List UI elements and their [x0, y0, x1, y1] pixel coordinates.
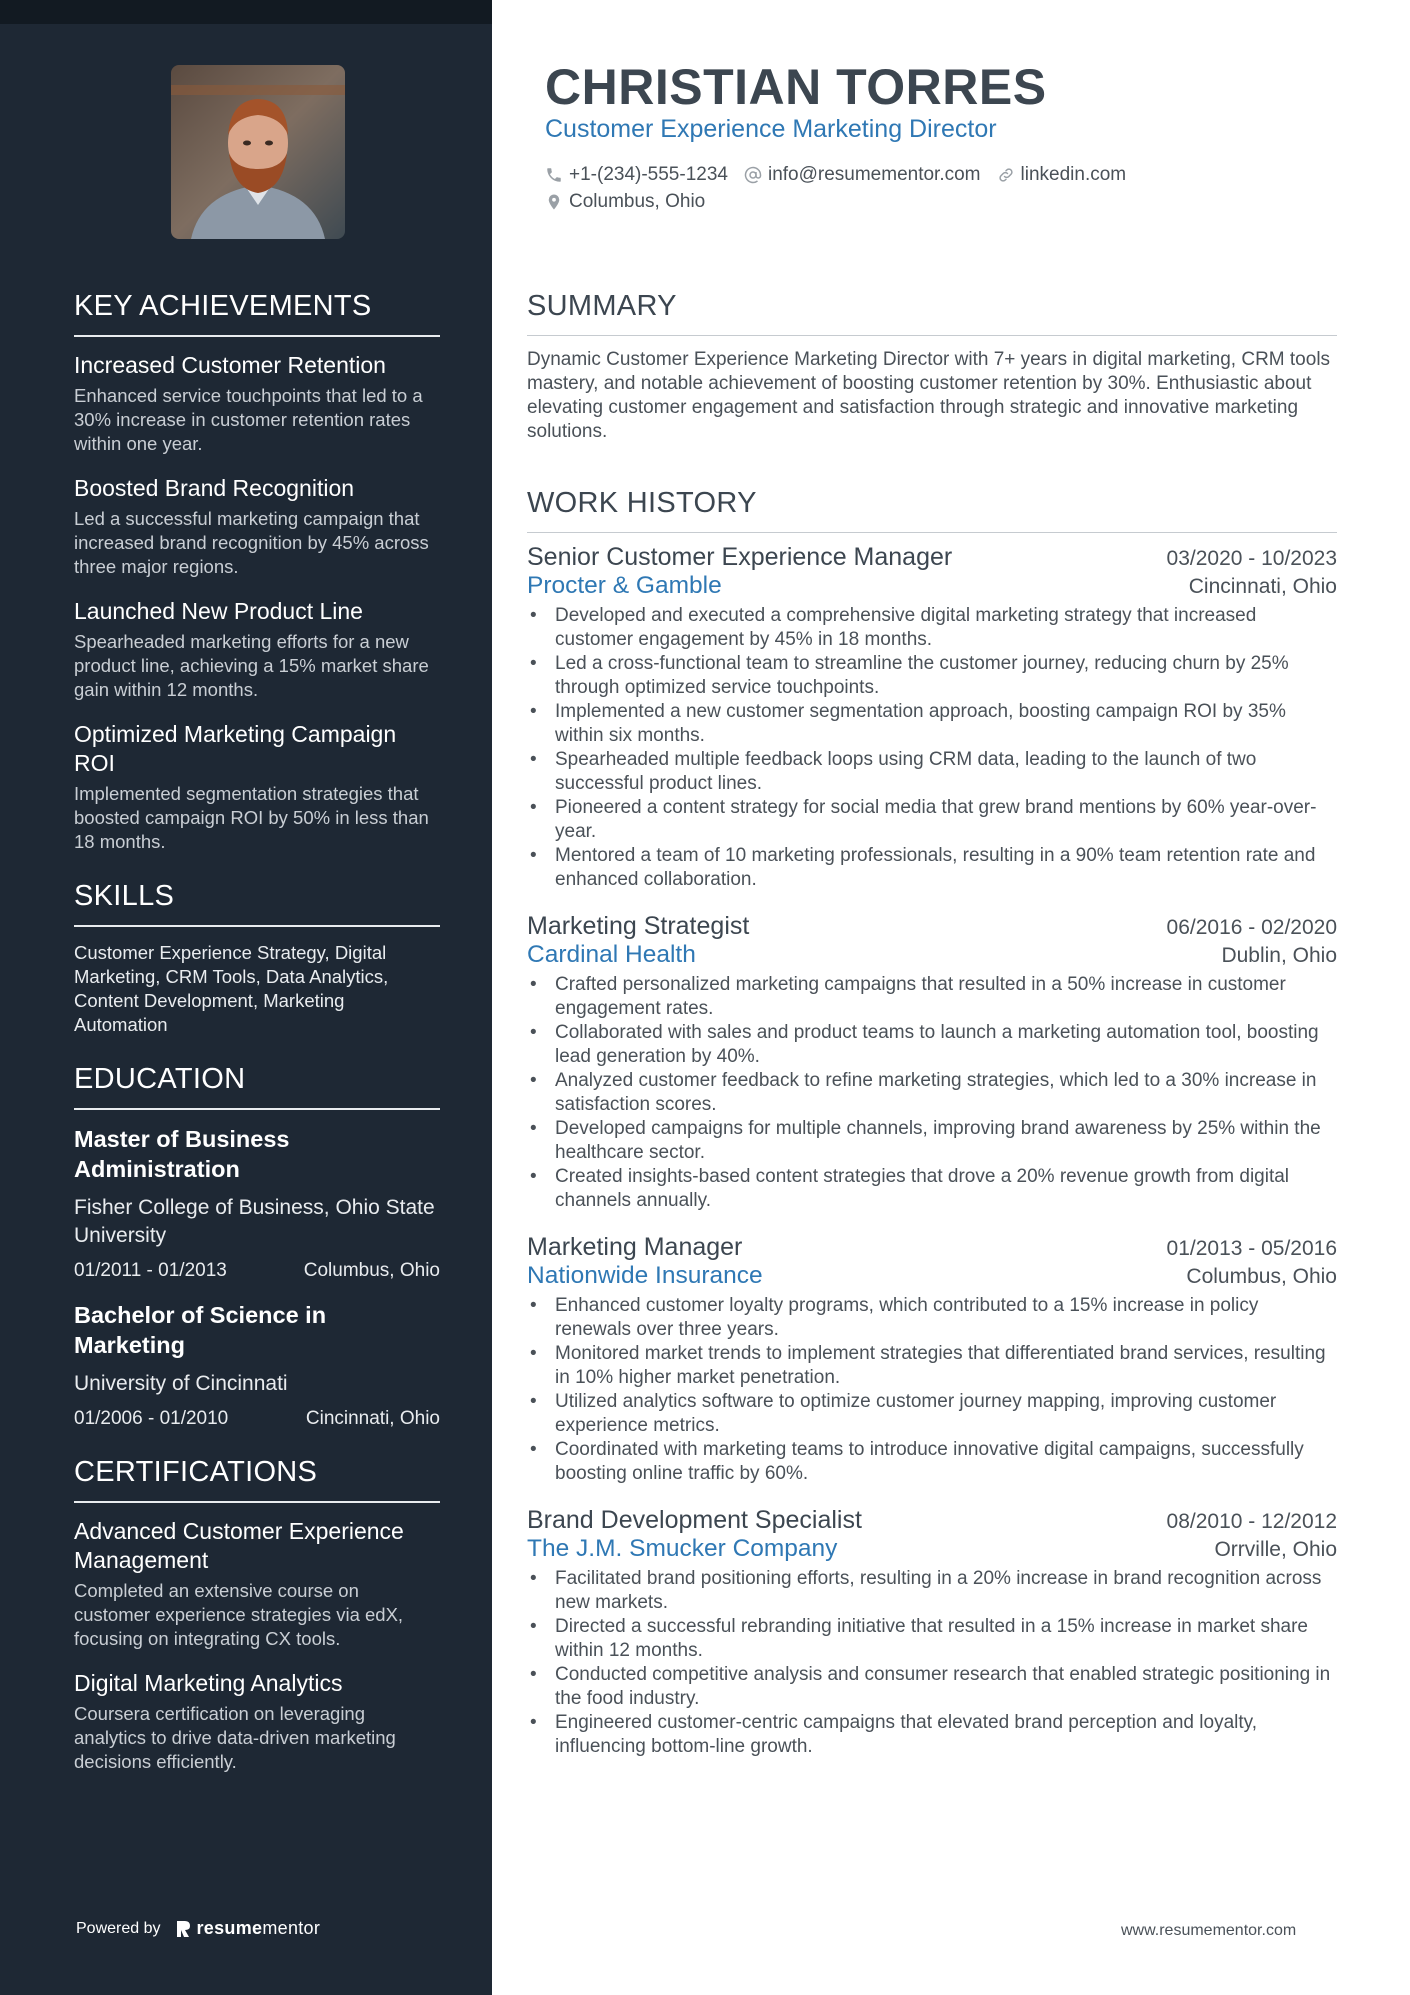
certifications-section	[74, 1456, 440, 1774]
achievement-title: Increased Customer Retention	[74, 352, 386, 378]
job-dates: 03/2020 - 10/2023	[1166, 547, 1337, 570]
job-bullet: • Directed a successful rebranding initiative that resulted in a 15% increase in market share within 12 months.	[527, 1615, 1337, 1663]
job-bullet: • Collaborated with sales and product teams to launch a marketing automation tool, boosting lead generation by 40%.	[527, 1021, 1337, 1069]
brand-bold: resume	[196, 1918, 263, 1938]
education-dates: 01/2006 - 01/2010	[74, 1408, 229, 1429]
job-location: Dublin, Ohio	[1221, 944, 1337, 967]
education-dates: 01/2011 - 01/2013	[74, 1260, 227, 1281]
education-section	[74, 1063, 440, 1430]
skills-heading: SKILLS	[74, 880, 440, 927]
achievement-title: Optimized Marketing Campaign ROI	[74, 721, 397, 776]
job-company: Nationwide Insurance	[527, 1262, 763, 1289]
job-bullet: • Created insights-based content strategies that drove a 20% revenue growth from digital channels annually.	[527, 1165, 1337, 1213]
contact-row-2	[545, 191, 705, 213]
footer-url[interactable]: www.resumementor.com	[1121, 1922, 1297, 1939]
job-location: Orrville, Ohio	[1214, 1538, 1337, 1561]
certification-desc: Coursera certification on leveraging analytics to drive data-driven marketing decisions efficiently.	[74, 1703, 396, 1772]
sidebar	[0, 0, 492, 1995]
job-bullet: • Developed and executed a comprehensive digital marketing strategy that increased customer engagement by 45% in 18 months.	[527, 604, 1337, 652]
job-bullet: • Pioneered a content strategy for social media that grew brand mentions by 60% year-over-year.	[527, 796, 1337, 844]
job-location: Columbus, Ohio	[1186, 1265, 1337, 1288]
achievement-desc: Led a successful marketing campaign that increased brand recognition by 45% across three major regions.	[74, 508, 429, 577]
summary-heading: SUMMARY	[527, 290, 1337, 336]
education-school: University of Cincinnati	[74, 1372, 288, 1395]
powered-by-label: Powered by	[76, 1919, 161, 1937]
location-pin-icon	[545, 193, 563, 211]
summary-section	[527, 290, 1337, 444]
achievement-item	[74, 474, 440, 579]
profile-photo	[171, 65, 345, 239]
job-entry	[527, 543, 1337, 892]
job-title: Brand Development Specialist	[527, 1506, 862, 1534]
job-company: Cardinal Health	[527, 941, 696, 968]
education-degree: Bachelor of Science in Marketing	[74, 1302, 327, 1358]
job-bullet: • Crafted personalized marketing campaigns that resulted in a 50% increase in customer engagement rates.	[527, 973, 1337, 1021]
job-bullets	[527, 604, 1337, 892]
link-icon	[997, 166, 1015, 184]
resumementor-logo[interactable]	[175, 1918, 321, 1939]
job-entry	[527, 912, 1337, 1213]
summary-text: Dynamic Customer Experience Marketing Director with 7+ years in digital marketing, CRM tools mastery, and notable achievement of boosting customer retention by 30%. Enthusiastic about elevating customer engagement and satisfaction through strategic and innovative marketing solutions.	[527, 349, 1331, 442]
resumementor-logo-icon	[175, 1919, 191, 1939]
education-item	[74, 1124, 440, 1282]
achievement-item	[74, 720, 440, 854]
phone-text: +1-(234)-555-1234	[569, 164, 728, 185]
certification-title: Digital Marketing Analytics	[74, 1670, 343, 1696]
certification-item	[74, 1669, 440, 1774]
contact-email[interactable]	[744, 164, 981, 186]
education-location: Cincinnati, Ohio	[305, 1408, 440, 1429]
job-dates: 01/2013 - 05/2016	[1166, 1237, 1337, 1260]
job-bullet: • Mentored a team of 10 marketing professionals, resulting in a 90% team retention rate and enhanced collaboration.	[527, 844, 1337, 892]
achievement-item	[74, 597, 440, 702]
achievement-item	[74, 351, 440, 456]
contact-linkedin[interactable]	[997, 164, 1127, 186]
brand-thin: mentor	[262, 1918, 321, 1938]
job-company: The J.M. Smucker Company	[527, 1535, 838, 1562]
job-dates: 08/2010 - 12/2012	[1166, 1510, 1337, 1533]
contact-location	[545, 191, 705, 213]
education-heading: EDUCATION	[74, 1063, 440, 1110]
location-text: Columbus, Ohio	[569, 191, 706, 212]
powered-by	[76, 1918, 320, 1939]
job-bullet: • Facilitated brand positioning efforts, resulting in a 20% increase in brand recognition across new markets.	[527, 1567, 1337, 1615]
contact-phone[interactable]	[545, 164, 728, 186]
certification-desc: Completed an extensive course on customer experience strategies via edX, focusing on integrating CX tools.	[74, 1580, 404, 1649]
job-bullet: • Conducted competitive analysis and consumer research that enabled strategic positioning in the food industry.	[527, 1663, 1337, 1711]
education-location: Columbus, Ohio	[303, 1260, 440, 1281]
achievement-title: Boosted Brand Recognition	[74, 475, 355, 501]
job-bullet: • Developed campaigns for multiple channels, improving brand awareness by 25% within the healthcare sector.	[527, 1117, 1337, 1165]
certification-item	[74, 1517, 440, 1651]
work-history-section	[527, 487, 1337, 1759]
job-bullet: • Engineered customer-centric campaigns that elevated brand perception and loyalty, influencing bottom-line growth.	[527, 1711, 1337, 1759]
contact-row	[545, 164, 1126, 186]
job-location: Cincinnati, Ohio	[1188, 575, 1337, 598]
email-text: info@resumementor.com	[767, 164, 981, 185]
achievements-heading: KEY ACHIEVEMENTS	[74, 290, 440, 337]
skills-text: Customer Experience Strategy, Digital Marketing, CRM Tools, Data Analytics, Content Development, Marketing Automation	[74, 942, 389, 1035]
certifications-heading: CERTIFICATIONS	[74, 1456, 440, 1503]
job-bullet: • Utilized analytics software to optimize customer journey mapping, improving customer experience metrics.	[527, 1390, 1337, 1438]
work-history-heading: WORK HISTORY	[527, 487, 1337, 533]
job-entry	[527, 1506, 1337, 1759]
job-bullet: • Implemented a new customer segmentation approach, boosting campaign ROI by 35% within six months.	[527, 700, 1337, 748]
job-bullet: • Enhanced customer loyalty programs, which contributed to a 15% increase in policy renewals over three years.	[527, 1294, 1337, 1342]
job-title: Marketing Manager	[527, 1233, 743, 1261]
job-bullet: • Analyzed customer feedback to refine marketing strategies, which led to a 30% increase in satisfaction scores.	[527, 1069, 1337, 1117]
achievement-desc: Implemented segmentation strategies that boosted campaign ROI by 50% in less than 18 months.	[74, 783, 429, 852]
sidebar-top-band	[0, 0, 492, 24]
job-bullet: • Monitored market trends to implement strategies that differentiated brand services, resulting in 10% higher market penetration.	[527, 1342, 1337, 1390]
education-school: Fisher College of Business, Ohio State University	[74, 1196, 435, 1247]
phone-icon	[545, 166, 563, 184]
achievement-title: Launched New Product Line	[74, 598, 363, 624]
education-degree: Master of Business Administration	[74, 1126, 290, 1182]
job-title: Marketing Strategist	[527, 912, 750, 940]
achievement-desc: Enhanced service touchpoints that led to a 30% increase in customer retention rates within one year.	[74, 385, 423, 454]
at-icon	[744, 166, 762, 184]
job-bullets	[527, 1294, 1337, 1486]
certification-title: Advanced Customer Experience Management	[74, 1518, 404, 1573]
education-item	[74, 1300, 440, 1430]
job-title: Senior Customer Experience Manager	[527, 543, 953, 571]
achievements-section	[74, 290, 440, 854]
linkedin-text: linkedin.com	[1020, 164, 1127, 185]
candidate-name: CHRISTIAN TORRES	[545, 59, 1047, 115]
job-bullet: • Led a cross-functional team to streamline the customer journey, reducing churn by 25% through optimized service touchpoints.	[527, 652, 1337, 700]
skills-section	[74, 880, 440, 1037]
job-bullet: • Coordinated with marketing teams to introduce innovative digital campaigns, successfully boosting online traffic by 60%.	[527, 1438, 1337, 1486]
job-entry	[527, 1233, 1337, 1486]
achievement-desc: Spearheaded marketing efforts for a new product line, achieving a 15% market share gain within 12 months.	[74, 631, 429, 700]
job-dates: 06/2016 - 02/2020	[1166, 916, 1337, 939]
job-bullets	[527, 973, 1337, 1213]
job-bullet: • Spearheaded multiple feedback loops using CRM data, leading to the launch of two successful product lines.	[527, 748, 1337, 796]
job-company: Procter & Gamble	[527, 572, 722, 599]
job-bullets	[527, 1567, 1337, 1759]
candidate-role: Customer Experience Marketing Director	[545, 115, 997, 143]
